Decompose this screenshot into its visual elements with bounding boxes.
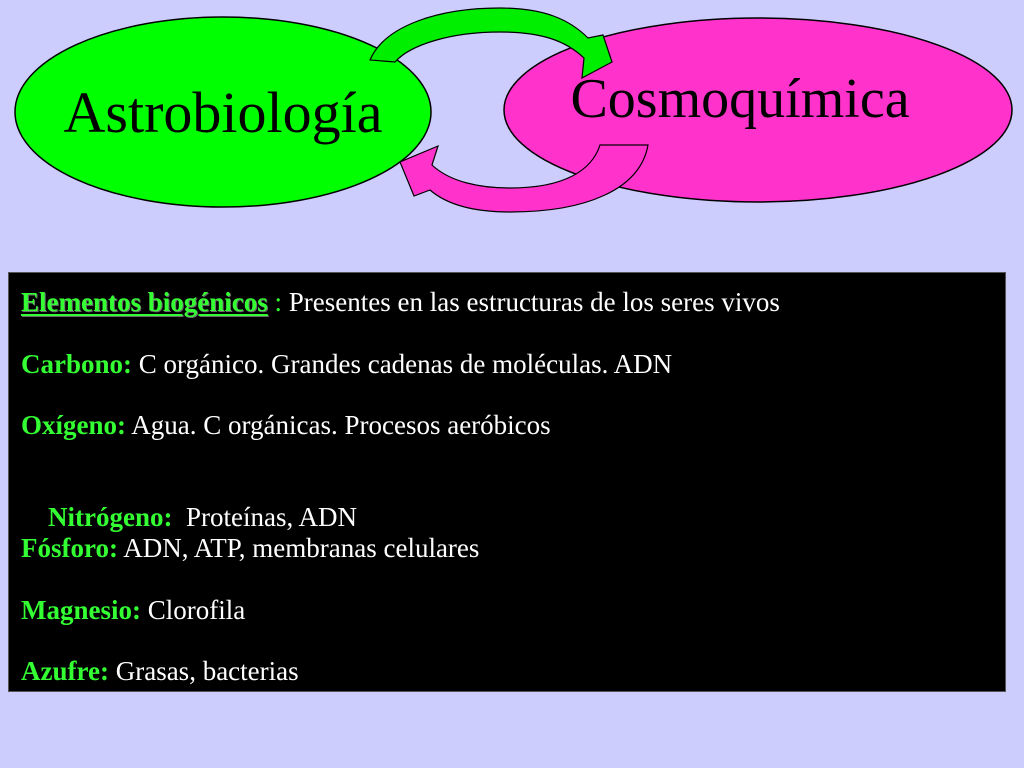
element-term: Azufre: [21,656,109,686]
cosmoquimica-label: Cosmoquímica [570,68,910,130]
element-term: Nitrógeno: [48,501,173,532]
element-term: Oxígeno: [21,410,126,440]
element-description: Clorofila [140,594,246,625]
magenta-curved-arrow [400,145,648,212]
element-description: Agua. C orgánicas. Procesos aeróbicos [126,410,551,440]
element-row-nitrogeno [21,472,993,532]
element-row-oxigeno [21,410,993,440]
element-row-carbono [21,349,993,379]
element-description: Proteínas, ADN [172,501,357,532]
heading-separator: : [267,287,283,317]
heading-term: Elementos biogénicos [21,287,268,317]
element-term: Fósforo: [21,533,118,563]
element-description: C orgánico. Grandes cadenas de moléculas. ADN [132,348,673,379]
element-description: ADN, ATP, membranas celulares [117,533,480,563]
heading-row [21,287,993,317]
element-row-magnesio [21,595,993,625]
biogenic-elements-box [8,272,1006,692]
heading-description: Presentes en las estructuras de los seres vivos [282,287,780,317]
element-term: Carbono: [21,348,133,379]
element-row-azufre [21,656,993,686]
element-row-fosforo [21,533,993,563]
astrobiologia-label: Astrobiología [63,80,383,145]
element-description: Grasas, bacterias [108,656,299,686]
cycle-diagram [0,0,1024,240]
element-term: Magnesio: [21,594,141,625]
